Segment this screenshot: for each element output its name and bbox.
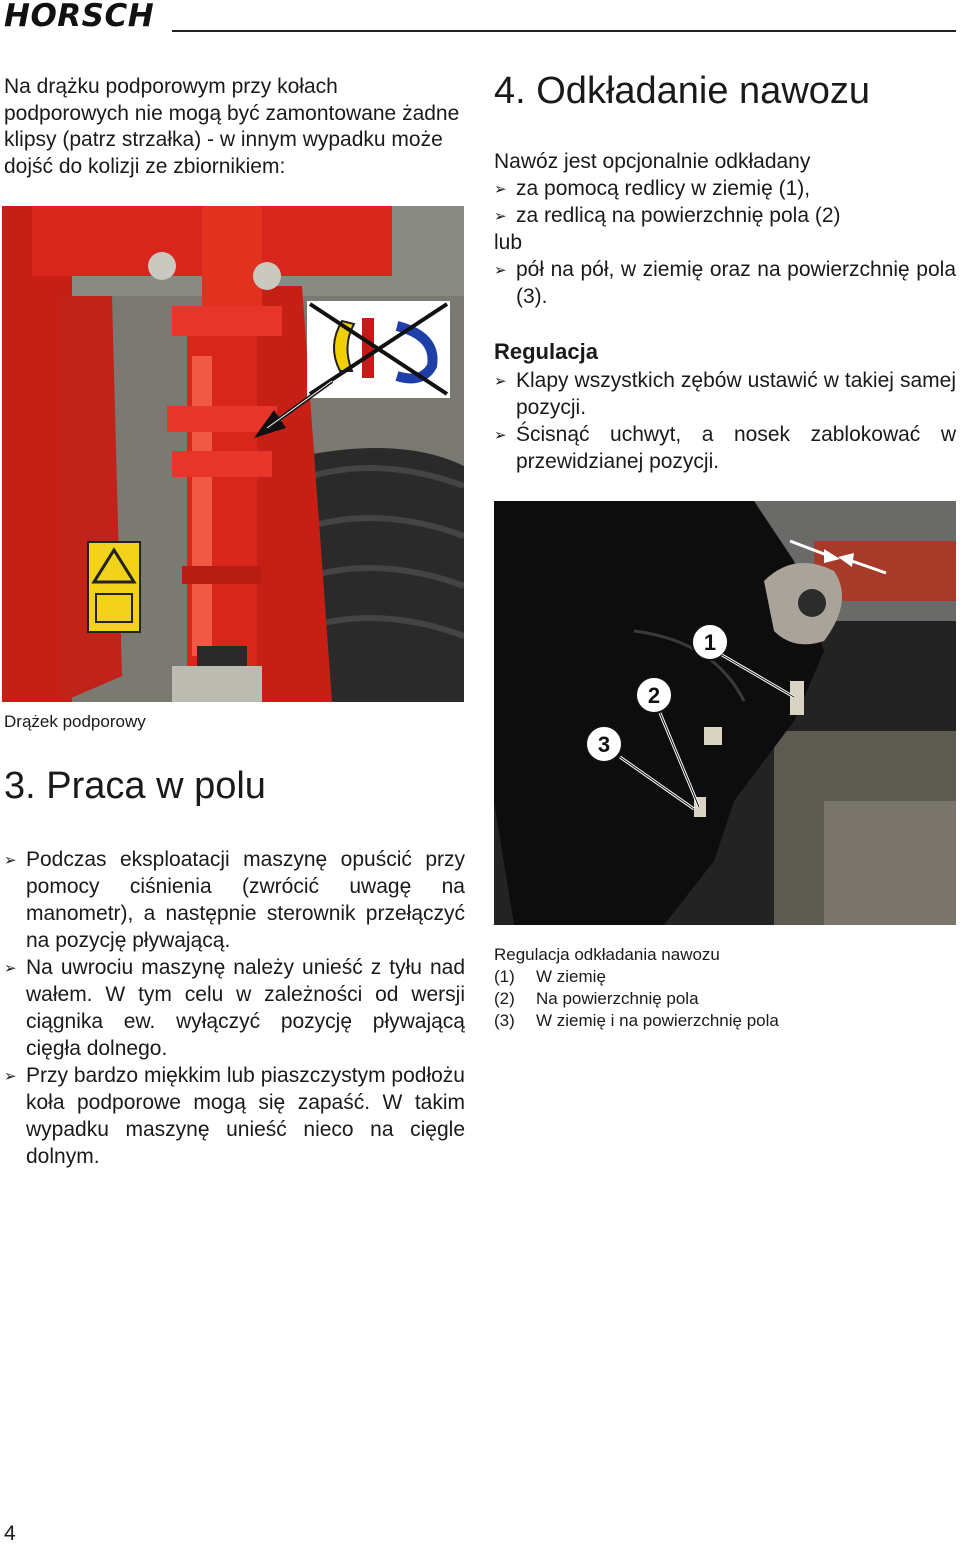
subheading-regulacja: Regulacja xyxy=(494,339,598,364)
section-heading-field-work: 3. Praca w polu xyxy=(4,765,266,807)
regulacja-list xyxy=(494,367,956,475)
horsch-logo: HORSCH xyxy=(4,0,155,34)
support-bar-caption: Drążek podporowy xyxy=(4,712,146,731)
list-item-text: Przy bardzo miękkim lub piaszczystym podłożu koła podporowe mogą się zapaść. W takim wypadku maszynę unieść nieco na cięgle dolnym. xyxy=(26,1064,465,1168)
list-item xyxy=(494,421,956,475)
list-item xyxy=(494,367,956,421)
arrowhead-bullet-icon: ➢ xyxy=(494,372,507,390)
list-item-text: Ścisnąć uchwyt, a nosek zablokować w przewidzianej pozycji. xyxy=(516,423,956,473)
arrowhead-bullet-icon: ➢ xyxy=(494,207,507,225)
callout-1: 1 xyxy=(703,630,717,655)
list-item xyxy=(4,954,465,1062)
arrowhead-bullet-icon: ➢ xyxy=(4,851,17,869)
caption-item-number: (2) xyxy=(494,989,515,1008)
list-item-text: Na uwrociu maszynę należy unieść z tyłu nad wałem. W tym celu w zależności od wersji ciągnika ew. wyłączyć pozycję pływającą cięgła dolnego. xyxy=(26,956,465,1060)
arrowhead-bullet-icon: ➢ xyxy=(4,959,17,977)
caption-item-text: Na powierzchnię pola xyxy=(536,989,699,1008)
page-number: 4 xyxy=(4,1522,16,1545)
caption-item-number: (1) xyxy=(494,967,515,986)
fertilizer-flap-photo xyxy=(494,501,956,925)
list-item xyxy=(4,1062,465,1170)
section-heading-fertilizer: 4. Odkładanie nawozu xyxy=(494,70,871,112)
list-item-text: Klapy wszystkich zębów ustawić w takiej samej pozycji. xyxy=(516,369,956,419)
list-item xyxy=(494,175,956,202)
list-item-text: za redlicą na powierzchnię pola (2) xyxy=(516,204,841,227)
left-intro-text: Na drążku podporowym przy kołach podporowych nie mogą być zamontowane żadne klipsy (patrz strzałka) - w innym wypadku może dojść do kolizji ze zbiornikiem: xyxy=(4,75,460,178)
list-item-text: za pomocą redlicy w ziemię (1), xyxy=(516,177,811,200)
arrowhead-bullet-icon: ➢ xyxy=(4,1067,17,1085)
fertilizer-intro xyxy=(494,148,956,310)
caption-item xyxy=(494,988,954,1010)
callout-3: 3 xyxy=(597,732,611,757)
list-item-text: Podczas eksploatacji maszynę opuścić przy pomocy ciśnienia (zwrócić uwagę na manometr), a następnie sterownik przełączyć na pozycję pływającą. xyxy=(26,848,465,952)
connector-text: lub xyxy=(494,231,523,254)
caption-item xyxy=(494,1010,954,1032)
intro-line: Nawóz jest opcjonalnie odkładany xyxy=(494,150,811,173)
caption-item-number: (3) xyxy=(494,1011,515,1030)
caption-item-text: W ziemię i na powierzchnię pola xyxy=(536,1011,779,1030)
list-item xyxy=(494,202,956,229)
caption-title: Regulacja odkładania nawozu xyxy=(494,945,720,964)
field-work-list xyxy=(4,846,465,1170)
caption-item-text: W ziemię xyxy=(536,967,606,986)
list-item xyxy=(4,846,465,954)
arrowhead-bullet-icon: ➢ xyxy=(494,426,507,444)
arrowhead-bullet-icon: ➢ xyxy=(494,261,507,279)
callout-2: 2 xyxy=(647,683,661,708)
caption-item xyxy=(494,966,954,988)
list-item xyxy=(494,256,956,310)
header-rule xyxy=(172,30,956,32)
fertilizer-photo-caption xyxy=(494,944,954,1032)
arrowhead-bullet-icon: ➢ xyxy=(494,180,507,198)
support-bar-photo xyxy=(2,206,464,702)
list-item-text: pół na pół, w ziemię oraz na powierzchnię pola (3). xyxy=(516,258,956,308)
